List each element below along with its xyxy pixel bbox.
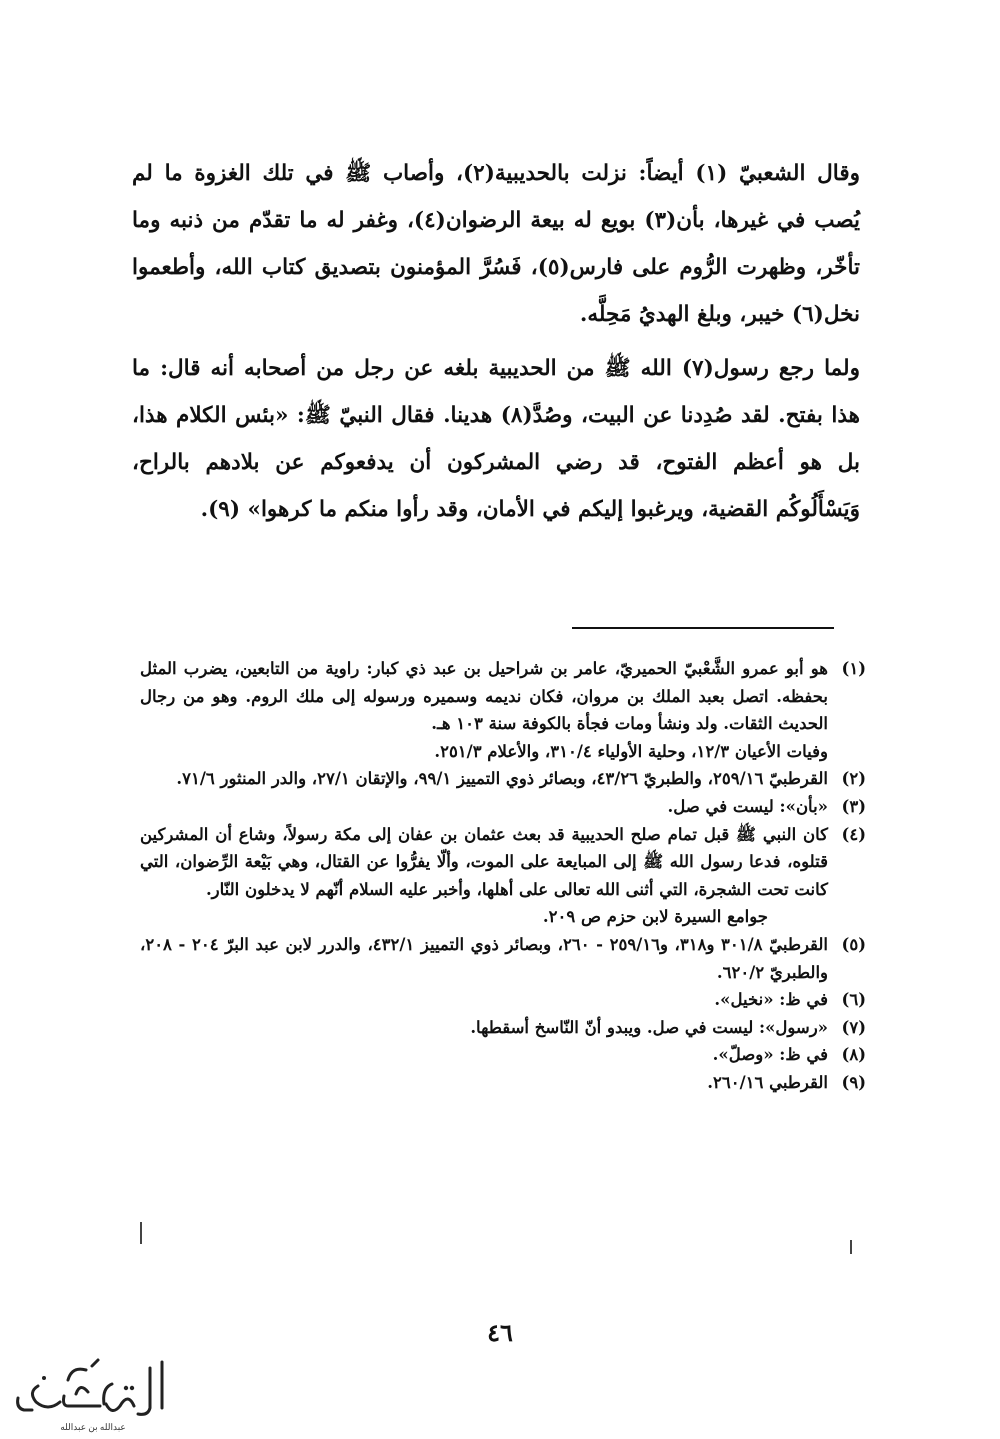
main-paragraph-2: ولما رجع رسول(٧) الله ﷺ من الحديبية بلغه عن رجل من أصحابه أنه قال: ما هذا بفتح. لقد صُدِدنا عن البيت، وصُدَّ(٨) هدينا. فقال النبيّ ﷺ: «بئس الكلام هذا، بل هو أعظم الفتوح، قد رضي المشركون أن يدفعوكم عن بلادهم بالراح، وَيَسْأَلُوكُم القضية، ويرغبوا إليكم في الأمان، وقد رأوا منكم ما كرهوا» (٩). xyxy=(132,356,860,522)
footnote-body xyxy=(140,1041,828,1069)
footnote-number: (٧) xyxy=(841,1017,866,1037)
footnote-4 xyxy=(140,821,866,931)
footnote-body xyxy=(140,821,828,931)
site-logo xyxy=(8,1352,178,1436)
footnote-body xyxy=(140,1014,828,1042)
footnote-body xyxy=(140,793,828,821)
footnote-number: (٨) xyxy=(841,1045,866,1065)
footnote-text: القرطبيّ ٢٥٩/١٦، والطبريّ ٤٣/٢٦، وبصائر ذوي التمييز ٩٩/١، والإتقان ٢٧/١، والدر المنثور ٧١/٦. xyxy=(176,769,828,789)
scan-mark xyxy=(140,1222,142,1244)
footnote-8 xyxy=(140,1041,866,1069)
footnote-text: «رسول»: ليست في صل. ويبدو أنّ النّاسخ أسقطها. xyxy=(470,1017,828,1037)
footnote-text: «بأن»: ليست في صل. xyxy=(667,796,828,816)
footnote-text: القرطبي ٢٦٠/١٦. xyxy=(707,1072,828,1092)
footnote-divider xyxy=(572,627,834,629)
main-text xyxy=(132,150,860,533)
footnote-body xyxy=(140,1069,828,1097)
footnote-text: هو أبو عمرو الشَّعْبيّ الحميريّ، عامر بن شراحيل بن عبد ذي كبار: راوية من التابعين، يضرب المثل بحفظه. اتصل بعبد الملك بن مروان، فكان نديمه وسميره ورسوله إلى ملك الروم. وهو من رجال الحديث الثقات. ولد ونشأ ومات فجأة بالكوفة سنة ١٠٣ هـ. xyxy=(140,659,828,734)
footnote-number: (٩) xyxy=(841,1072,866,1092)
footnote-text: في ظ: «وصلّ». xyxy=(712,1045,828,1065)
footnote-number: (٥) xyxy=(841,934,866,954)
footnote-9 xyxy=(140,1069,866,1097)
footnote-text: وفيات الأعيان ١٢/٣، وحلية الأولياء ٣١٠/٤، والأعلام ٢٥١/٣. xyxy=(434,741,828,761)
footnote-6 xyxy=(140,986,866,1014)
footnote-number: (٤) xyxy=(841,824,866,844)
logo-subtext: عبدالله بن عبدالله xyxy=(60,1422,126,1432)
footnote-number: (١) xyxy=(841,659,866,678)
scan-mark xyxy=(850,1240,852,1254)
footnote-body xyxy=(140,986,828,1014)
footnote-body xyxy=(140,931,828,986)
footnotes xyxy=(140,655,866,1097)
footnote-3 xyxy=(140,793,866,821)
footnote-number: (٢) xyxy=(841,769,866,789)
footnote-text: القرطبيّ ٣٠١/٨ و٣١٨، و٢٥٩/١٦ - ٢٦٠، وبصائر ذوي التمييز ٤٣٢/١، والدرر لابن عبد البرّ ٢٠٤ - ٢٠٨، والطبريّ ٦٢٠/٢. xyxy=(140,934,829,982)
footnote-source: جوامع السيرة لابن حزم ص ٢٠٩. xyxy=(542,907,768,927)
main-paragraph-1: وقال الشعبيّ (١) أيضاً: نزلت بالحديبية(٢)، وأصاب ﷺ في تلك الغزوة ما لم يُصب في غيرها، بأن(٣) بويع له بيعة الرضوان(٤)، وغفر له ما تقدّم من ذنبه وما تأخّر، وظهرت الرُّوم على فارس(٥)، فَسُرَّ المؤمنون بتصديق كتاب الله، وأطعموا نخل(٦) خيبر، وبلغ الهديُ مَحِلَّه. xyxy=(132,161,861,327)
footnote-1 xyxy=(140,655,866,765)
footnote-text: في ظ: «نخيل». xyxy=(714,990,828,1010)
footnote-2 xyxy=(140,765,866,793)
footnote-7 xyxy=(140,1014,866,1042)
footnote-number: (٣) xyxy=(841,796,866,816)
footnote-number: (٦) xyxy=(841,990,866,1010)
footnote-5 xyxy=(140,931,866,986)
footnote-text: كان النبي ﷺ قبل تمام صلح الحديبية قد بعث عثمان بن عفان إلى مكة رسولاً، وشاع أن المشركين قتلوه، فدعا رسول الله ﷺ إلى المبايعة على الموت، وألّا يفرُّوا عن القتال، وهي بَيْعة الرِّضوان، التي كانت تحت الشجرة، التي أثنى الله تعالى على أهلها، وأخبر عليه السلام أنّهم لا يدخلون النّار. xyxy=(140,824,828,899)
page-number: ٤٦ xyxy=(487,1318,513,1347)
footnote-body xyxy=(140,655,828,765)
footnote-body xyxy=(140,765,828,793)
